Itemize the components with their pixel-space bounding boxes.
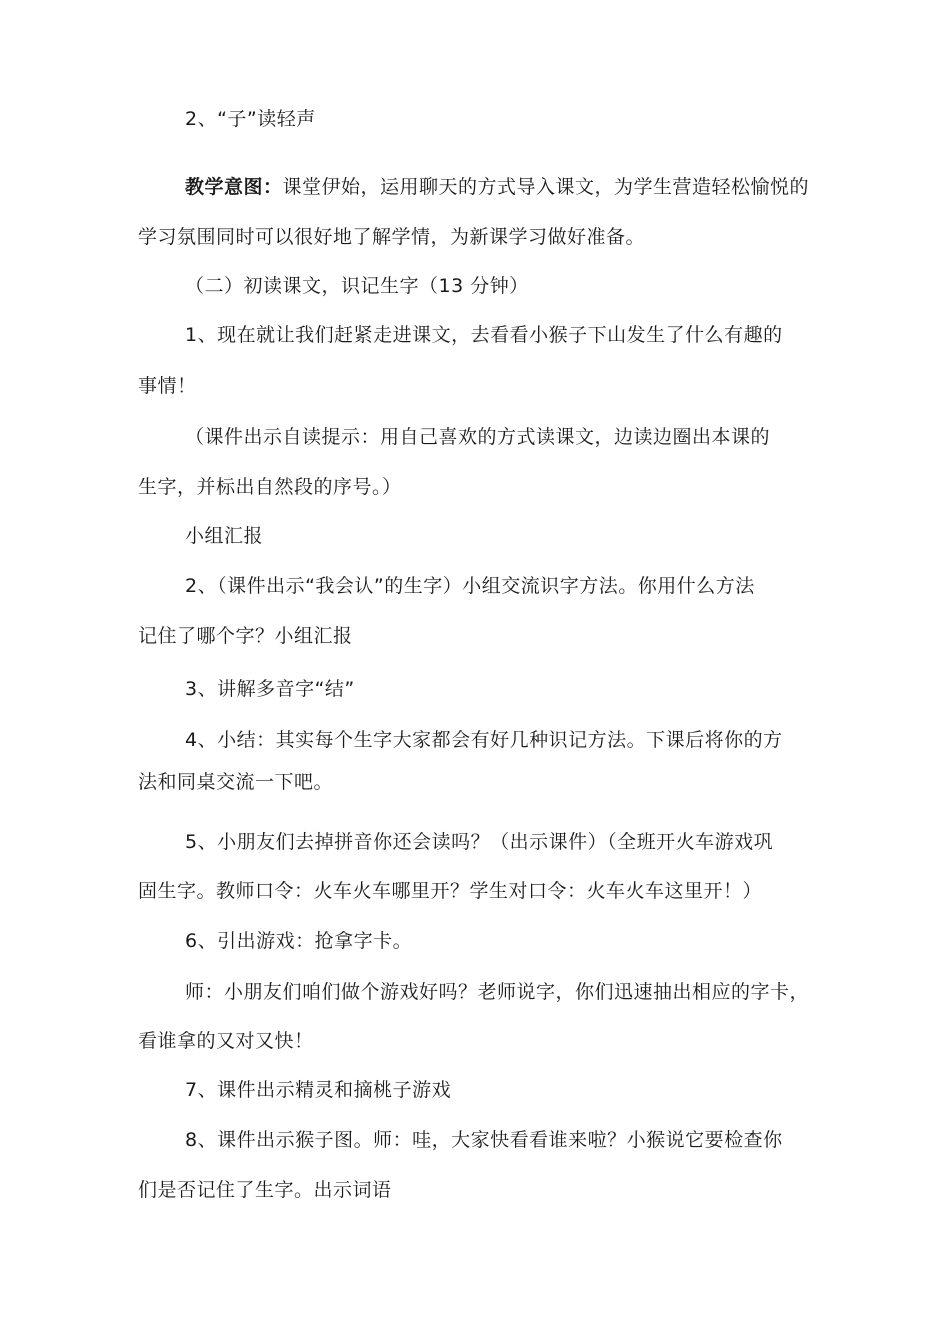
teaching-intent-label: 教学意图： <box>185 176 283 198</box>
item-2-light-tone: 2、“子”读轻声 <box>185 108 316 130</box>
step-8-line-1: 8、课件出示猴子图。师：哇，大家快看看谁来啦？小猴说它要检查你 <box>185 1129 783 1151</box>
step-1-line-2: 事情！ <box>138 375 197 397</box>
teacher-line-2: 看谁拿的又对又快！ <box>138 1030 314 1052</box>
step-3: 3、讲解多音字“结” <box>185 678 355 700</box>
teaching-intent-paragraph-line-1 <box>185 174 809 200</box>
step-4-line-2: 法和同桌交流一下吧。 <box>138 771 334 793</box>
step-7: 7、课件出示精灵和摘桃子游戏 <box>185 1079 452 1101</box>
step-8-line-2: 们是否记住了生字。出示词语 <box>138 1179 392 1201</box>
step-5-line-1: 5、小朋友们去掉拼音你还会读吗？（出示课件）（全班开火车游戏巩 <box>185 831 774 853</box>
reading-tip-line-1: （课件出示自读提示：用自己喜欢的方式读课文，边读边圈出本课的 <box>185 426 771 448</box>
teaching-intent-paragraph-line-2: 学习氛围同时可以很好地了解学情，为新课学习做好准备。 <box>138 226 646 248</box>
teacher-line-1: 师：小朋友们咱们做个游戏好吗？老师说字，你们迅速抽出相应的字卡， <box>185 981 810 1003</box>
step-2-line-2: 记住了哪个字？小组汇报 <box>138 625 353 647</box>
section-heading: （二）初读课文，识记生字（13 分钟） <box>185 275 529 297</box>
step-2-line-1: 2、（课件出示“我会认”的生字）小组交流识字方法。你用什么方法 <box>185 575 755 597</box>
step-1-line-1: 1、现在就让我们赶紧走进课文，去看看小猴子下山发生了什么有趣的 <box>185 324 783 346</box>
step-4-line-1: 4、小结：其实每个生字大家都会有好几种识记方法。下课后将你的方 <box>185 729 783 751</box>
group-report: 小组汇报 <box>185 525 264 547</box>
step-5-line-2: 固生字。教师口令：火车火车哪里开？学生对口令：火车火车这里开！） <box>138 880 763 902</box>
teaching-intent-text: 课堂伊始，运用聊天的方式导入课文，为学生营造轻松愉悦的 <box>282 176 810 198</box>
reading-tip-line-2: 生字，并标出自然段的序号。） <box>138 476 402 498</box>
step-6: 6、引出游戏：抢拿字卡。 <box>185 930 413 952</box>
